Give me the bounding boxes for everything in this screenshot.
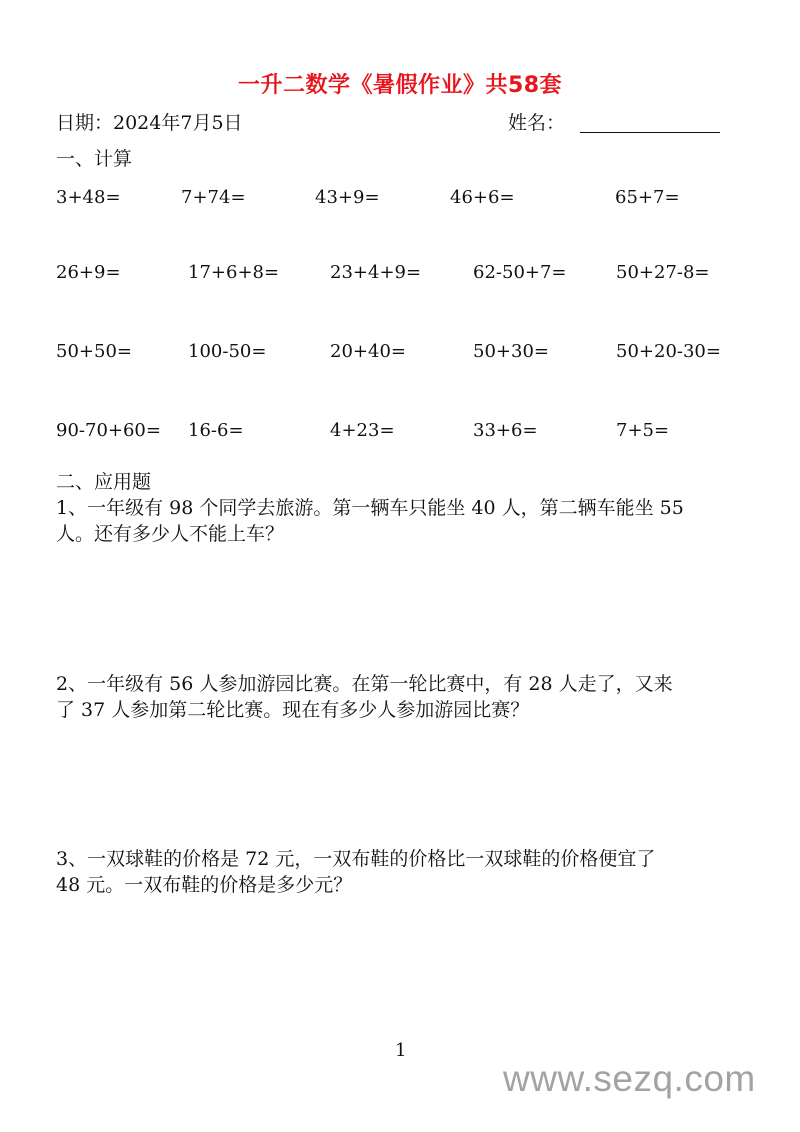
calc-item: 46+6=: [450, 187, 515, 208]
page-title: 一升二数学《暑假作业》共58套: [237, 73, 563, 98]
calc-item: 50+50=: [56, 341, 132, 362]
calc-item: 26+9=: [56, 262, 121, 283]
name-blank-line[interactable]: [580, 132, 720, 133]
problem-line: 48 元。一双布鞋的价格是多少元？: [56, 874, 353, 896]
section1-heading: 一、计算: [56, 148, 133, 170]
calc-item: 90-70+60=: [56, 420, 161, 441]
calc-item: 50+20-30=: [616, 341, 721, 362]
calc-item: 43+9=: [315, 187, 380, 208]
section2-heading: 二、应用题: [56, 471, 152, 493]
page-number: 1: [395, 1040, 407, 1061]
word-problem-3: [56, 846, 756, 898]
name-label: 姓名：: [508, 112, 566, 134]
calc-item: 65+7=: [615, 187, 680, 208]
calc-item: 7+74=: [181, 187, 246, 208]
calc-item: 3+48=: [56, 187, 121, 208]
calc-item: 50+30=: [473, 341, 549, 362]
calc-item: 23+4+9=: [330, 262, 422, 283]
calc-item: 4+23=: [330, 420, 395, 441]
problem-line: 3、一双球鞋的价格是 72 元，一双布鞋的价格比一双球鞋的价格便宜了: [56, 848, 656, 870]
word-problem-2: [56, 671, 756, 723]
calc-item: 100-50=: [188, 341, 267, 362]
problem-line: 人。还有多少人不能上车？: [56, 523, 285, 545]
calc-item: 16-6=: [188, 420, 244, 441]
calc-item: 62-50+7=: [473, 262, 567, 283]
calc-item: 20+40=: [330, 341, 406, 362]
word-problem-1: [56, 495, 756, 547]
problem-line: 了 37 人参加第二轮比赛。现在有多少人参加游园比赛？: [56, 699, 530, 721]
calc-item: 7+5=: [616, 420, 670, 441]
calc-item: 17+6+8=: [188, 262, 280, 283]
problem-line: 2、一年级有 56 人参加游园比赛。在第一轮比赛中，有 28 人走了，又来: [56, 673, 673, 695]
calc-item: 50+27-8=: [616, 262, 710, 283]
watermark: www.sezq.com: [503, 1058, 756, 1099]
problem-line: 1、一年级有 98 个同学去旅游。第一辆车只能坐 40 人，第二辆车能坐 55: [56, 497, 684, 519]
date-label: 日期：2024年7月5日: [56, 112, 243, 134]
calc-item: 33+6=: [473, 420, 538, 441]
